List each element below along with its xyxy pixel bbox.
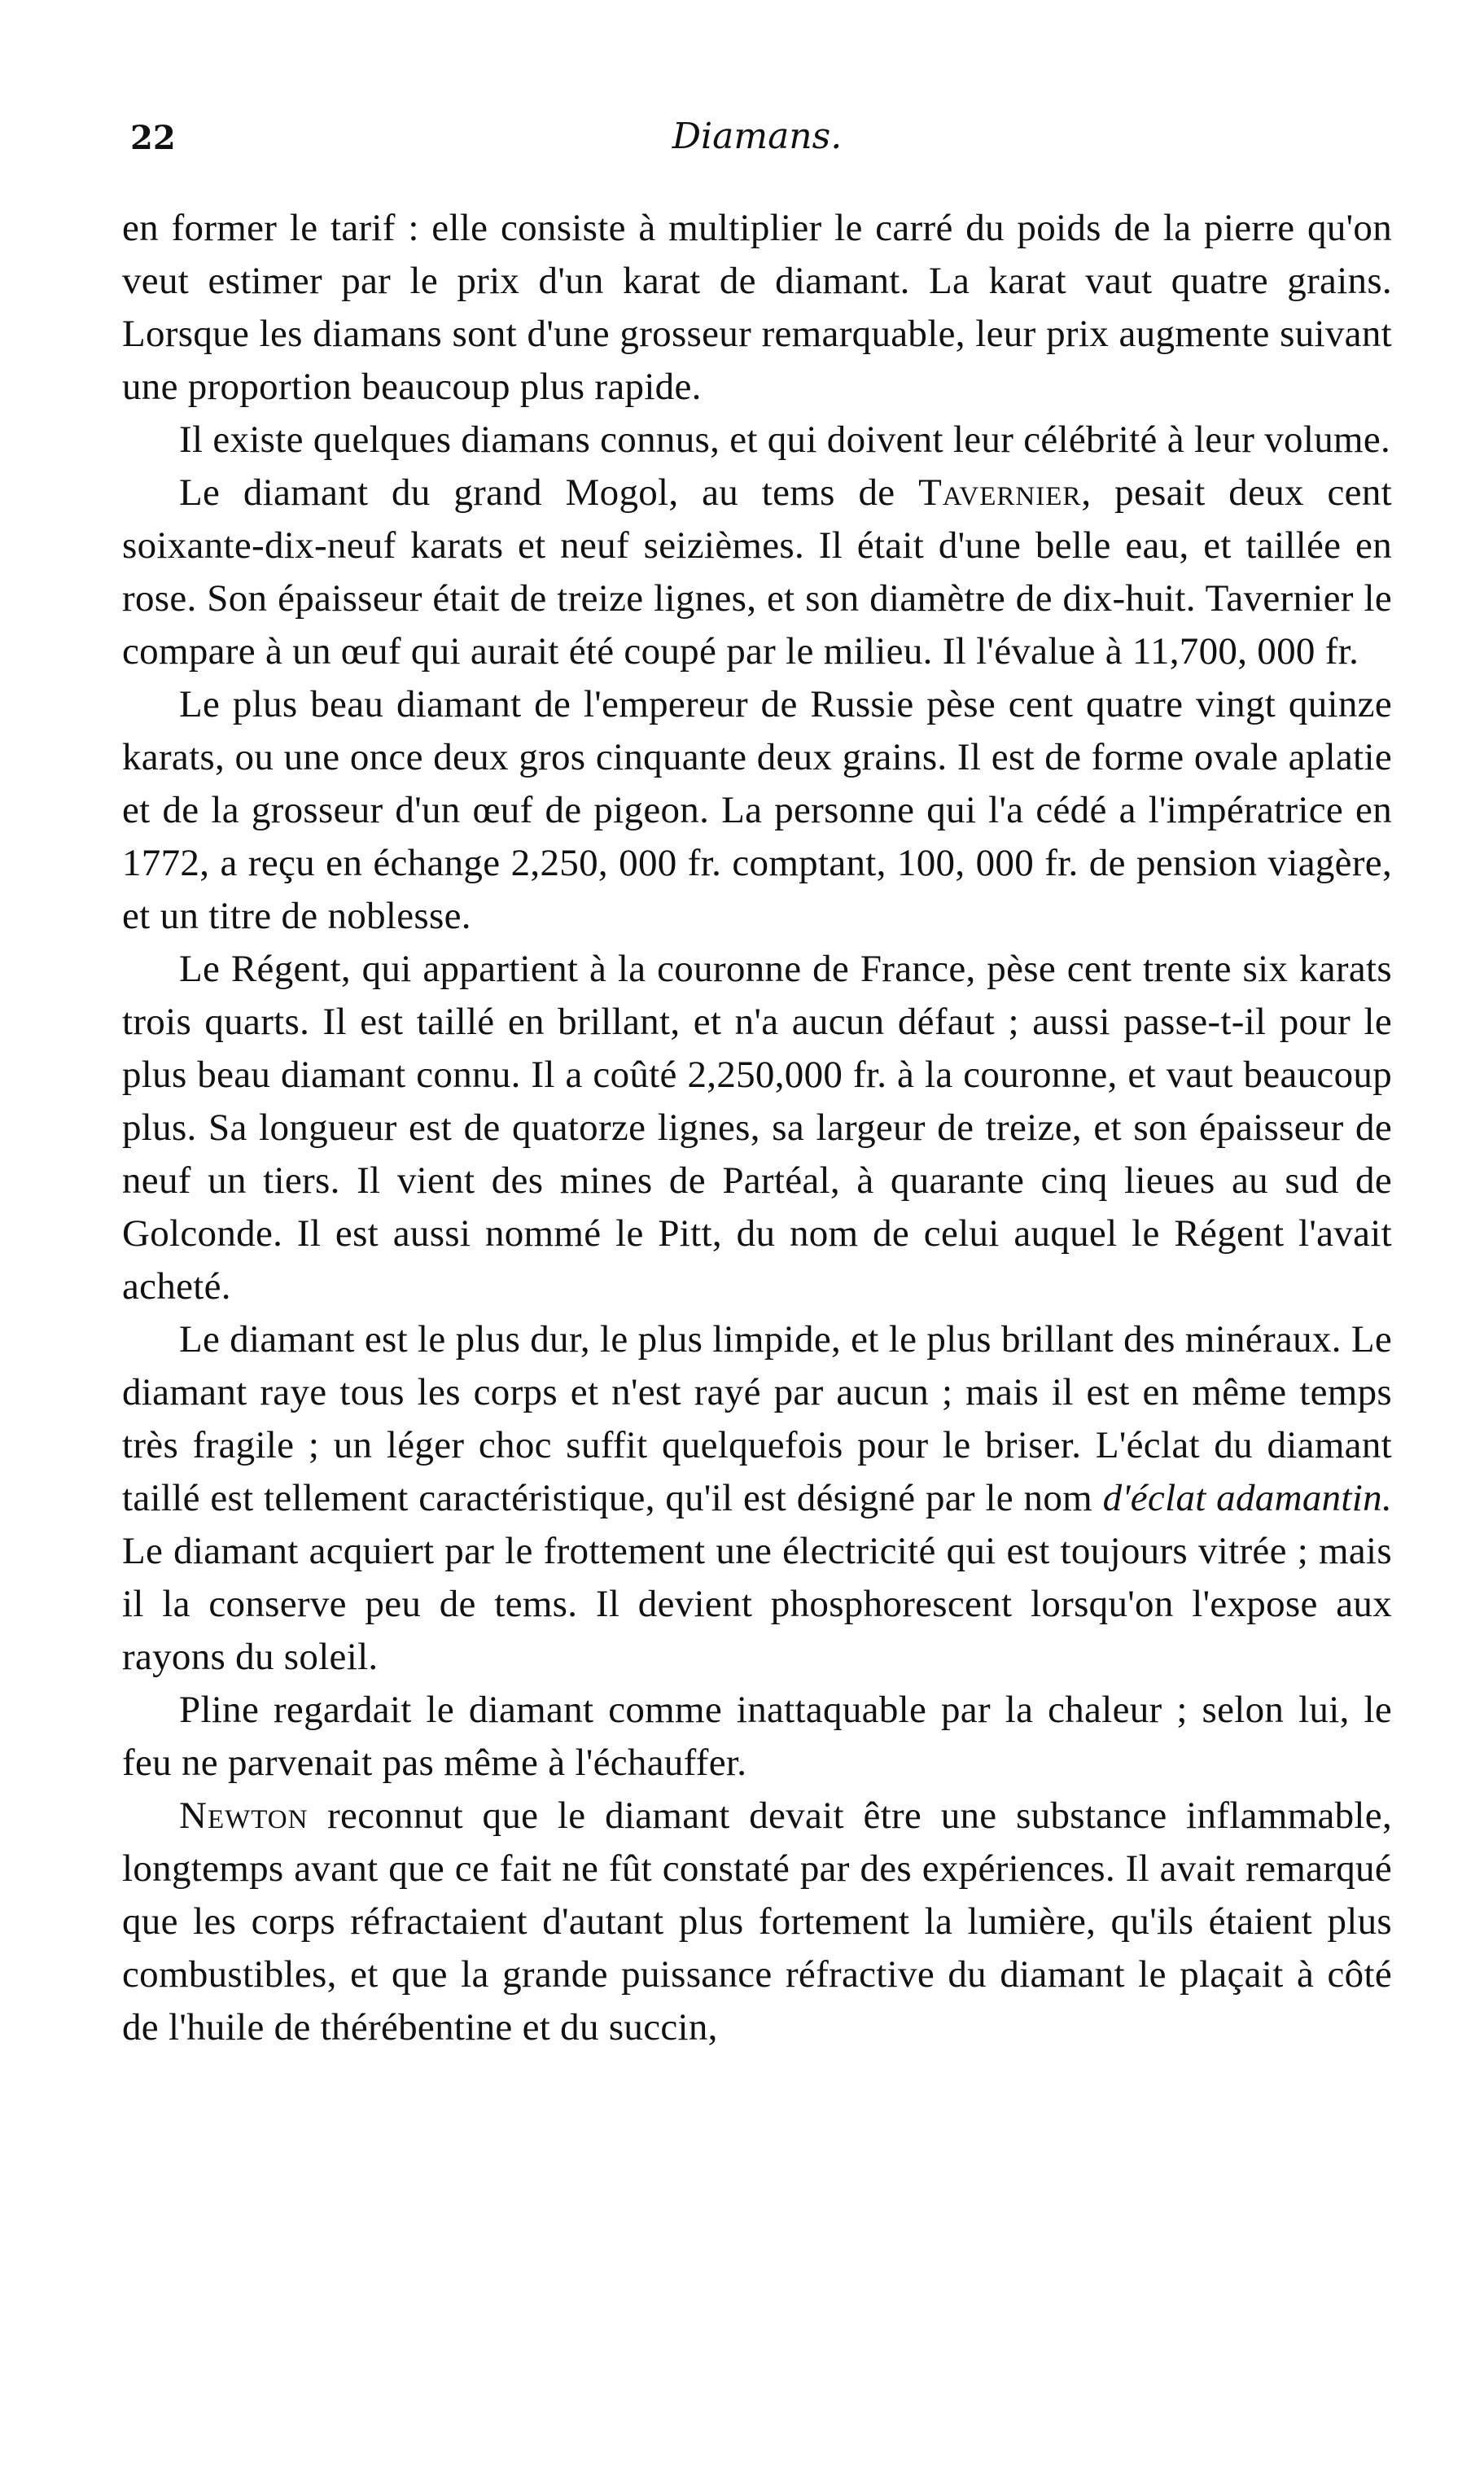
body-text <box>122 202 1392 2054</box>
paragraph-text: Pline regardait le diamant comme inattaquable par la chaleur ; selon lui, le feu ne parvenait pas même à l'échauffer. <box>122 1689 1392 1784</box>
paragraph <box>122 678 1392 943</box>
paragraph-text: , pesait deux cent soixante-dix-neuf karats et neuf seizièmes. Il était d'une belle eau, et taillée en rose. Son épaisseur était de treize lignes, et son diamètre de dix-huit. Tavernier le compare à un œuf qui aurait été coupé par le milieu. Il l'évalue à 11,700, 000 fr. <box>122 471 1392 673</box>
paragraph <box>122 414 1392 467</box>
small-caps-name: Tavernier <box>918 471 1082 514</box>
book-page <box>122 114 1392 2443</box>
paragraph-text: Le plus beau diamant de l'empereur de Russie pèse cent quatre vingt quinze karats, ou une once deux gros cinquante deux grains. Il est de forme ovale aplatie et de la grosseur d'un œuf de pigeon. La personne qui l'a cédé a l'impératrice en 1772, a reçu en échange 2,250, 000 fr. comptant, 100, 000 fr. de pension viagère, et un titre de noblesse. <box>122 683 1392 937</box>
page-number: 22 <box>130 119 176 157</box>
running-head: Diamans. <box>672 116 843 157</box>
paragraph <box>122 1684 1392 1790</box>
italic-term: d'éclat adamantin. <box>1102 1477 1392 1519</box>
paragraph <box>122 1790 1392 2054</box>
paragraph <box>122 202 1392 414</box>
paragraph <box>122 1313 1392 1684</box>
paragraph-text: en former le tarif : elle consiste à multiplier le carré du poids de la pierre qu'on veut estimer par le prix d'un karat de diamant. La karat vaut quatre grains. Lorsque les diamans sont d'une grosseur remarquable, leur prix augmente suivant une proportion beaucoup plus rapide. <box>122 207 1392 408</box>
paragraph-text: Il existe quelques diamans connus, et qui doivent leur célébrité à leur volume. <box>179 418 1391 461</box>
paragraph-text: Le diamant acquiert par le frottement une électricité qui est toujours vitrée ; mais il la conserve peu de tems. Il devient phosphorescent lorsqu'on l'expose aux rayons du soleil. <box>122 1530 1392 1678</box>
paragraph <box>122 943 1392 1313</box>
paragraph-text: Le diamant est le plus dur, le plus limpide, et le plus brillant des minéraux. Le diamant raye tous les corps et n'est rayé par aucun ; mais il est en même temps très fragile ; un léger choc suffit quelquefois pour le briser. L'éclat du diamant taillé est tellement caractéristique, qu'il est désigné par le nom <box>122 1318 1392 1519</box>
paragraph-text: Le Régent, qui appartient à la couronne de France, pèse cent trente six karats trois quarts. Il est taillé en brillant, et n'a aucun défaut ; aussi passe-t-il pour le plus beau diamant connu. Il a coûté 2,250,000 fr. à la couronne, et vaut beaucoup plus. Sa longueur est de quatorze lignes, sa largeur de treize, et son épaisseur de neuf un tiers. Il vient des mines de Partéal, à quarante cinq lieues au sud de Golconde. Il est aussi nommé le Pitt, du nom de celui auquel le Régent l'avait acheté. <box>122 948 1392 1308</box>
paragraph-text: Le diamant du grand Mogol, au tems de <box>179 471 919 514</box>
small-caps-name: Newton <box>179 1794 309 1837</box>
page-header <box>122 114 1392 179</box>
paragraph <box>122 467 1392 678</box>
paragraph-text: reconnut que le diamant devait être une substance inflammable, longtemps avant que ce fait ne fût constaté par des expériences. Il avait remarqué que les corps réfractaient d'autant plus fortement la lumière, qu'ils étaient plus combustibles, et que la grande puissance réfractive du diamant le plaçait à côté de l'huile de thérébentine et du succin, <box>122 1794 1392 2049</box>
